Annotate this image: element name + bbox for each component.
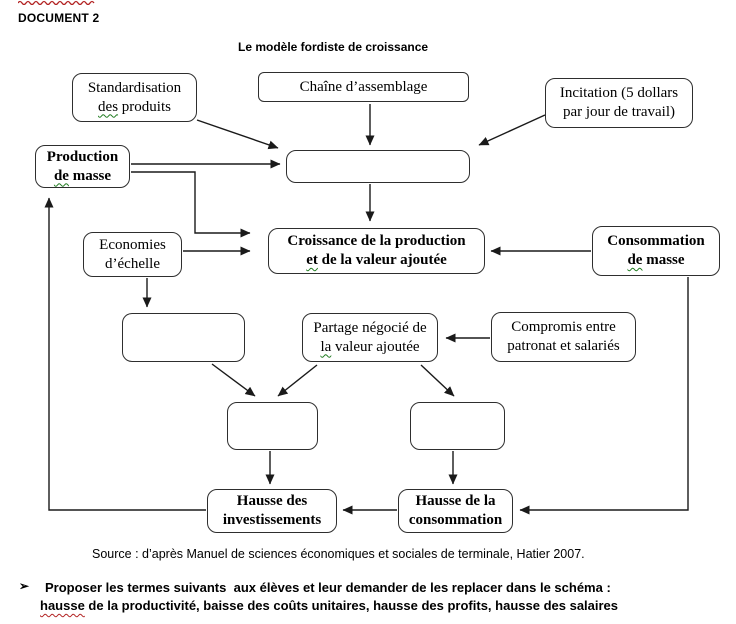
box-empty-left [122,313,245,362]
box-consommation-de-masse [592,226,720,276]
arrow-incitation-to-empty-top [479,115,545,145]
box-label: Hausse de la [415,493,496,509]
box-croissance-production [268,228,485,274]
box-label: Consommation [607,233,705,249]
instruction-bullet-icon: ➢ [19,579,30,593]
box-label: d’échelle [105,255,160,272]
instruction-line2: hausse de la productivité, baisse des coûts unitaires, hausse des profits, hausse des salaires [40,598,619,613]
diagram-title: Le modèle fordiste de croissance [238,40,429,54]
box-label: patronat et salariés [507,338,620,354]
box-label: de masse [53,167,112,184]
arrow-partage-to-empty-bottom-right [421,365,454,396]
box-label: des produits [98,98,171,115]
box-label: par jour de travail) [562,104,676,120]
arrow-standardisation-to-empty-top [197,120,278,148]
box-label: investissements [222,512,322,528]
box-label: Standardisation [87,79,182,96]
arrow-partage-to-empty-bottom-left [278,365,317,396]
box-production-de-masse [35,145,130,188]
box-chaine-assemblage [258,72,469,102]
box-empty-top [286,150,470,183]
box-label: Partage négocié de [313,319,427,336]
box-compromis [491,312,636,362]
box-hausse-consommation [398,489,513,533]
box-label: consommation [408,512,503,528]
box-label: Hausse des [236,493,308,509]
box-label: Croissance de la production [287,233,466,249]
document-label: DOCUMENT 2 [18,11,100,25]
source-caption: Source : d’après Manuel de sciences économiques et sociales de terminale, Hatier 2007. [92,547,585,561]
box-label: Economies [99,236,166,253]
arrow-production-to-croissance [131,172,250,233]
box-economies-echelle [83,232,182,277]
box-standardisation [72,73,197,122]
box-label: Chaîne d’assemblage [299,78,428,95]
box-label: Production [46,148,119,165]
arrow-empty-left-to-empty-bottom-left [212,364,255,396]
box-label: de masse [627,252,685,268]
box-label: et de la valeur ajoutée [306,252,447,268]
instruction-line1: Proposer les termes suivants aux élèves et leur demander de les replacer dans le schéma : [45,580,611,595]
box-empty-bottom-left [227,402,318,450]
box-partage-negocie [302,313,438,362]
box-label: Compromis entre [511,319,616,335]
box-label: la valeur ajoutée [320,338,420,355]
box-hausse-investissements [207,489,337,533]
box-label: Incitation (5 dollars [559,85,679,101]
box-empty-bottom-right [410,402,505,450]
box-incitation [545,78,693,128]
